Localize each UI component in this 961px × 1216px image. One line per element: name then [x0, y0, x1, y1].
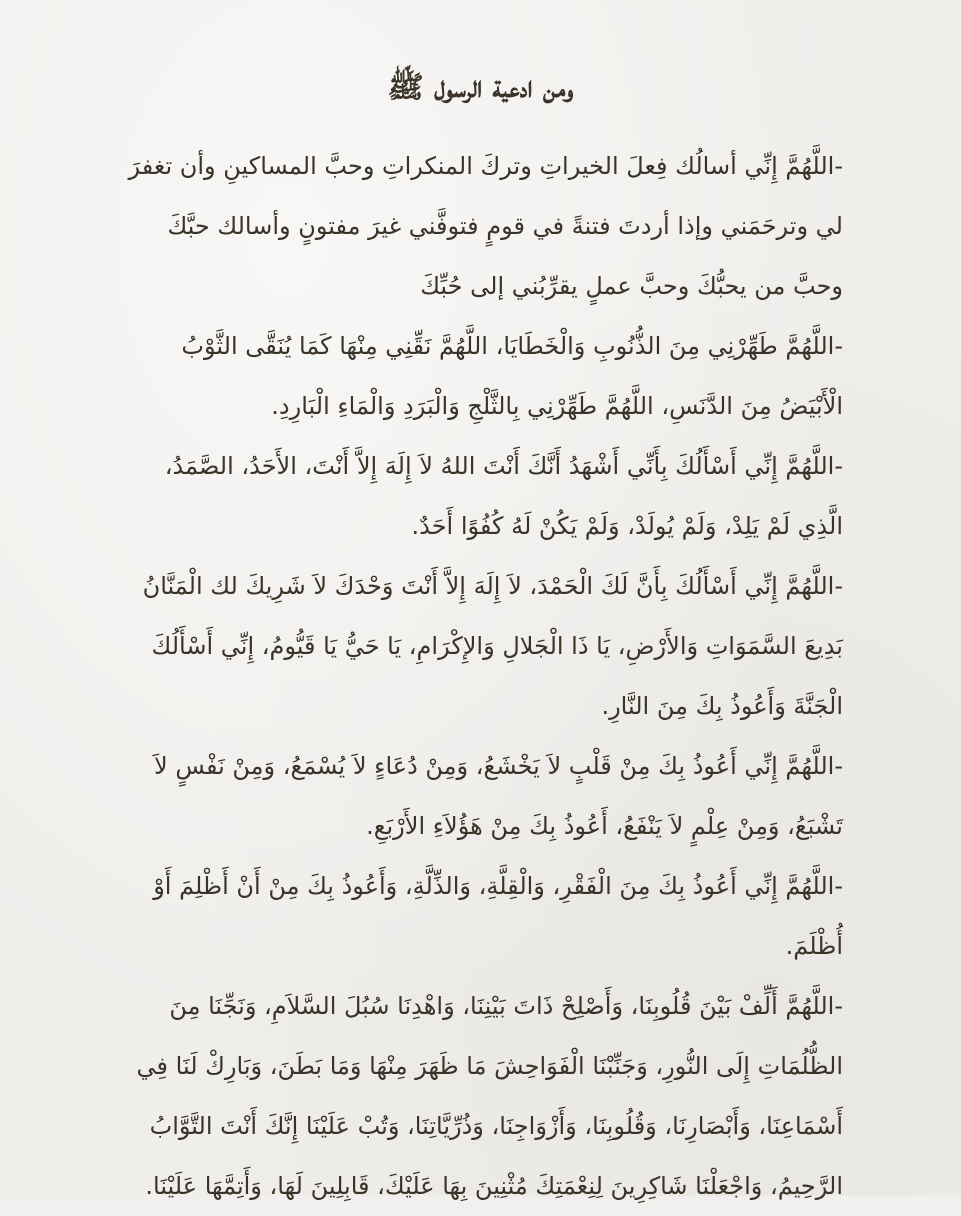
duas-container	[118, 136, 843, 1216]
dua-paragraph-5: -اللَّهُمَّ إِنِّي أَعُوذُ بِكَ مِنْ قَلْبٍ لاَ يَخْشَعُ، وَمِنْ دُعَاءٍ لاَ يُسْمَعُ، وَمِنْ نَفْسٍ لاَ تَشْبَعُ، وَمِنْ عِلْمٍ لاَ يَنْفَعُ، أَعُوذُ بِكَ مِنْ هَؤُلاَءِ الأَرْبَعِ.	[154, 752, 843, 840]
dua-paragraph-6: -اللَّهُمَّ إِنِّي أَعُوذُ بِكَ مِنَ الْفَقْرِ، وَالْقِلَّةِ، وَالذِّلَّةِ، وَأَعُوذُ بِكَ مِنْ أَنْ أَظْلِمَ أَوْ أُظْلَمَ.	[153, 872, 843, 960]
dua-paragraph-7: -اللَّهُمَّ أَلِّفْ بَيْنَ قُلُوبِنَا، وَأَصْلِحْ ذَاتَ بَيْنِنَا، وَاهْدِنَا سُبُلَ السَّلاَمِ، وَنَجِّنَا مِنَ الظُّلُمَاتِ إِلَى النُّورِ، وَجَنِّبْنَا الْفَوَاحِشَ مَا ظَهَرَ مِنْهَا وَمَا بَطَنَ، وَبَارِكْ لَنَا فِي أَسْمَاعِنَا، وَأَبْصَارِنَا، وَقُلُوبِنَا، وَأَزْوَاجِنَا، وَذُرِّيَّاتِنَا، وَتُبْ عَلَيْنَا إِنَّكَ أَنْتَ التَّوَّابُ الرَّحِيمُ، وَاجْعَلْنَا شَاكِرِينَ لِنِعْمَتِكَ مُثْنِينَ بِهَا عَلَيْكَ، قَابِلِينَ لَهَا، وَأَتِمَّهَا عَلَيْنَا.	[136, 992, 843, 1200]
dua-paragraph-2: -اللَّهُمَّ طَهِّرْنِي مِنَ الذُّنُوبِ وَالْخَطَايَا، اللَّهُمَّ نَقِّنِي مِنْهَا كَمَا يُنَقَّى الثَّوْبُ الْأَبْيَضُ مِنَ الدَّنَسِ، اللَّهُمَّ طَهِّرْنِي بِالثَّلْجِ وَالْبَرَدِ وَالْمَاءِ الْبَارِدِ.	[181, 332, 843, 420]
dua-paragraph-3: -اللَّهُمَّ إِنِّي أَسْأَلُكَ بِأَنِّي أَشْهَدُ أَنَّكَ أَنْتَ اللهُ لاَ إِلَهَ إِلاَّ أَنْتَ، الأَحَدُ، الصَّمَدُ، الَّذِي لَمْ يَلِدْ، وَلَمْ يُولَدْ، وَلَمْ يَكُنْ لَهُ كُفُوًا أَحَدٌ.	[164, 452, 843, 540]
dua-paragraph-4: -اللَّهُمَّ إِنِّي أَسْأَلُكَ بِأَنَّ لَكَ الْحَمْدَ، لاَ إِلَهَ إِلاَّ أَنْتَ وَحْدَكَ لاَ شَرِيكَ لك الْمَنَّانُ بَدِيعَ السَّمَوَاتِ وَالأَرْضِ، يَا ذَا الْجَلالِ وَالإِكْرَامِ، يَا حَيُّ يَا قَيُّومُ، إِنِّي أَسْأَلُكَ الْجَنَّةَ وَأَعُوذُ بِكَ مِنَ النَّارِ.	[142, 572, 843, 720]
page-title: ومن ادعية الرسول ﷺ	[387, 70, 574, 105]
dua-paragraph-1: -اللَّهُمَّ إِنِّي أسالُك فِعلَ الخيراتِ وتركَ المنكراتِ وحبَّ المساكينِ وأن تغفرَ لي وترحَمَني وإذا أردتَ فتنةً في قومٍ فتوفَّني غيرَ مفتونٍ وأسالك حبَّكَ وحبَّ من يحبُّكَ وحبَّ عملٍ يقرِّبُني إلى حُبِّكَ	[128, 152, 843, 300]
